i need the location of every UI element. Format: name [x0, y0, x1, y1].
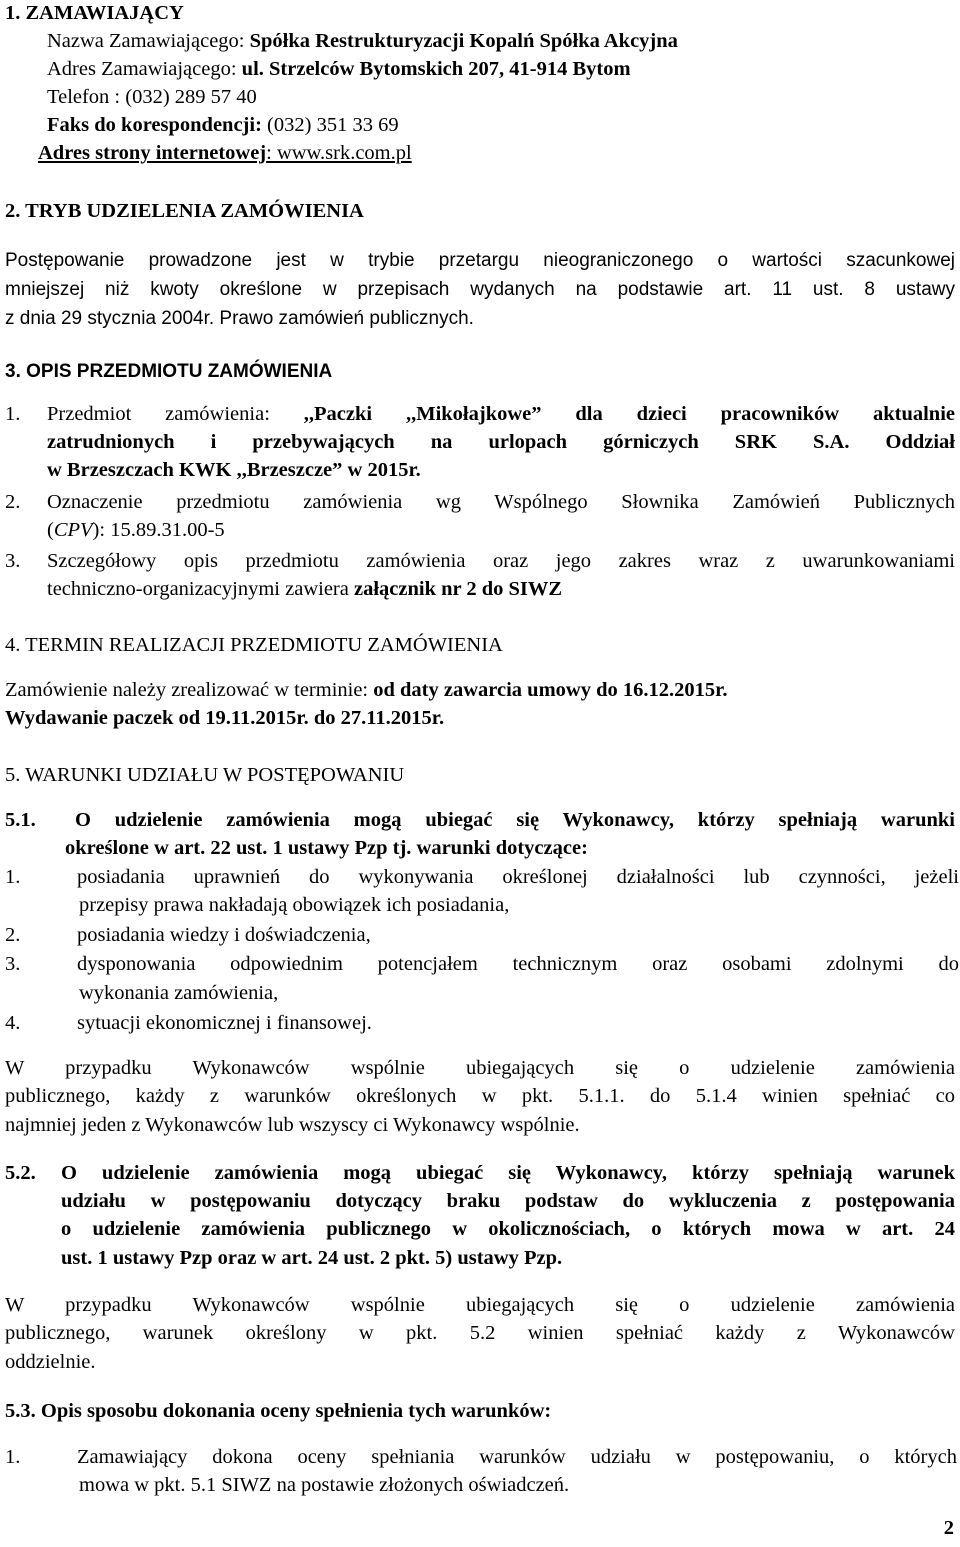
section-3-item-3-line-1: Szczegółowy opis przedmiotu zamówienia oraz jego zakres wraz z uwarunkowaniami — [47, 550, 955, 572]
section-3-item-3-number: 3. — [5, 550, 21, 572]
section-3-heading: 3. OPIS PRZEDMIOTU ZAMÓWIENIA — [5, 361, 333, 382]
condition-1-line-1: posiadania uprawnień do wykonywania określonej działalności lub czynności, jeżeli — [77, 866, 959, 888]
consortium-paragraph-2-line-2: publicznego, warunek określony w pkt. 5.2 winien spełniać każdy z Wykonawców — [5, 1322, 955, 1344]
section-1-heading: 1. ZAMAWIAJĄCY — [5, 2, 184, 24]
point-5-1-number: 5.1. — [5, 809, 36, 831]
section-5-heading: 5. WARUNKI UDZIAŁU W POSTĘPOWANIU — [5, 764, 405, 786]
section-3-item-1-line-3: w Brzeszczach KWK ,,Brzeszcze” w 2015r. — [47, 459, 421, 481]
consortium-paragraph-1-line-3: najmniej jeden z Wykonawców lub wszyscy ci Wykonawcy wspólnie. — [5, 1114, 580, 1136]
point-5-2-line-1: O udzielenie zamówienia mogą ubiegać się Wykonawcy, którzy spełniają warunek — [61, 1162, 955, 1184]
section-4-deadline: Zamówienie należy zrealizować w terminie: od daty zawarcia umowy do 16.12.2015r. — [5, 679, 728, 701]
contracting-authority-fax: Faks do korespondencji: (032) 351 33 69 — [47, 114, 399, 136]
condition-1-number: 1. — [5, 866, 21, 888]
evaluation-item-1-number: 1. — [5, 1446, 21, 1468]
point-5-2-line-4: ust. 1 ustawy Pzp oraz w art. 24 ust. 2 pkt. 5) ustawy Pzp. — [61, 1247, 563, 1269]
evaluation-item-1-line-1: Zamawiający dokona oceny spełniania warunków udziału w postępowaniu, o których — [77, 1446, 957, 1468]
condition-3-line-2: wykonania zamówienia, — [79, 982, 279, 1004]
condition-3-line-1: dysponowania odpowiednim potencjałem technicznym oraz osobami zdolnymi do — [77, 953, 959, 975]
point-5-2-line-2: udziału w postępowaniu dotyczący braku podstaw do wykluczenia z postępowania — [61, 1190, 955, 1212]
section-2-heading: 2. TRYB UDZIELENIA ZAMÓWIENIA — [5, 200, 364, 222]
consortium-paragraph-1-line-1: W przypadku Wykonawców wspólnie ubiegających się o udzielenie zamówienia — [5, 1057, 955, 1079]
section-3-item-2-line-2: (CPV): 15.89.31.00-5 — [47, 519, 225, 541]
section-2-text-line-2: mniejszej niż kwoty określone w przepisach wydanych na podstawie art. 11 ust. 8 ustawy — [5, 279, 955, 300]
contracting-authority-phone: Telefon : (032) 289 57 40 — [47, 86, 257, 108]
condition-4-line-1: sytuacji ekonomicznej i finansowej. — [77, 1012, 372, 1034]
condition-3-number: 3. — [5, 953, 21, 975]
consortium-paragraph-2-line-1: W przypadku Wykonawców wspólnie ubiegających się o udzielenie zamówienia — [5, 1294, 955, 1316]
condition-1-line-2: przepisy prawa nakładają obowiązek ich posiadania, — [79, 894, 510, 916]
condition-2-number: 2. — [5, 924, 21, 946]
section-2-text-line-1: Postępowanie prowadzone jest w trybie przetargu nieograniczonego o wartości szacunkowej — [5, 250, 955, 271]
consortium-paragraph-1-line-2: publicznego, każdy z warunków określonych w pkt. 5.1.1. do 5.1.4 winien spełniać co — [5, 1085, 955, 1107]
section-3-item-2-line-1: Oznaczenie przedmiotu zamówienia wg Wspólnego Słownika Zamówień Publicznych — [47, 491, 955, 513]
point-5-2-line-3: o udzielenie zamówienia publicznego w okolicznościach, o których mowa w art. 24 — [61, 1218, 955, 1240]
section-3-item-1-line-1: Przedmiot zamówienia: ,,Paczki ,,Mikołajkowe” dla dzieci pracowników aktualnie — [47, 403, 955, 425]
condition-2-line-1: posiadania wiedzy i doświadczenia, — [77, 924, 371, 946]
consortium-paragraph-2-line-3: oddzielnie. — [5, 1351, 96, 1373]
point-5-2-number: 5.2. — [5, 1162, 36, 1184]
section-2-text-line-3: z dnia 29 stycznia 2004r. Prawo zamówień publicznych. — [5, 308, 474, 329]
contracting-authority-address: Adres Zamawiającego: ul. Strzelców Bytomskich 207, 41-914 Bytom — [47, 58, 631, 80]
contracting-authority-name: Nazwa Zamawiającego: Spółka Restrukturyzacji Kopalń Spółka Akcyjna — [47, 30, 678, 52]
section-4-heading: 4. TERMIN REALIZACJI PRZEDMIOTU ZAMÓWIENIA — [5, 634, 503, 656]
evaluation-item-1-line-2: mowa w pkt. 5.1 SIWZ na postawie złożonych oświadczeń. — [79, 1474, 570, 1496]
section-3-item-1-line-2: zatrudnionych i przebywających na urlopach górniczych SRK S.A. Oddział — [47, 431, 955, 453]
section-3-item-3-line-2: techniczno-organizacyjnymi zawiera załącznik nr 2 do SIWZ — [47, 578, 563, 600]
condition-4-number: 4. — [5, 1012, 21, 1034]
point-5-1-line-1: O udzielenie zamówienia mogą ubiegać się Wykonawcy, którzy spełniają warunki — [75, 809, 955, 831]
section-4-distribution-dates: Wydawanie paczek od 19.11.2015r. do 27.11.2015r. — [5, 707, 445, 729]
page-number: 2 — [943, 1517, 954, 1539]
contracting-authority-website: Adres strony internetowej: www.srk.com.pl — [38, 142, 412, 164]
point-5-3-heading: 5.3. Opis sposobu dokonania oceny spełnienia tych warunków: — [5, 1400, 552, 1422]
section-3-item-1-number: 1. — [5, 403, 21, 425]
point-5-1-line-2: określone w art. 22 ust. 1 ustawy Pzp tj. warunki dotyczące: — [65, 837, 588, 859]
section-3-item-2-number: 2. — [5, 491, 21, 513]
